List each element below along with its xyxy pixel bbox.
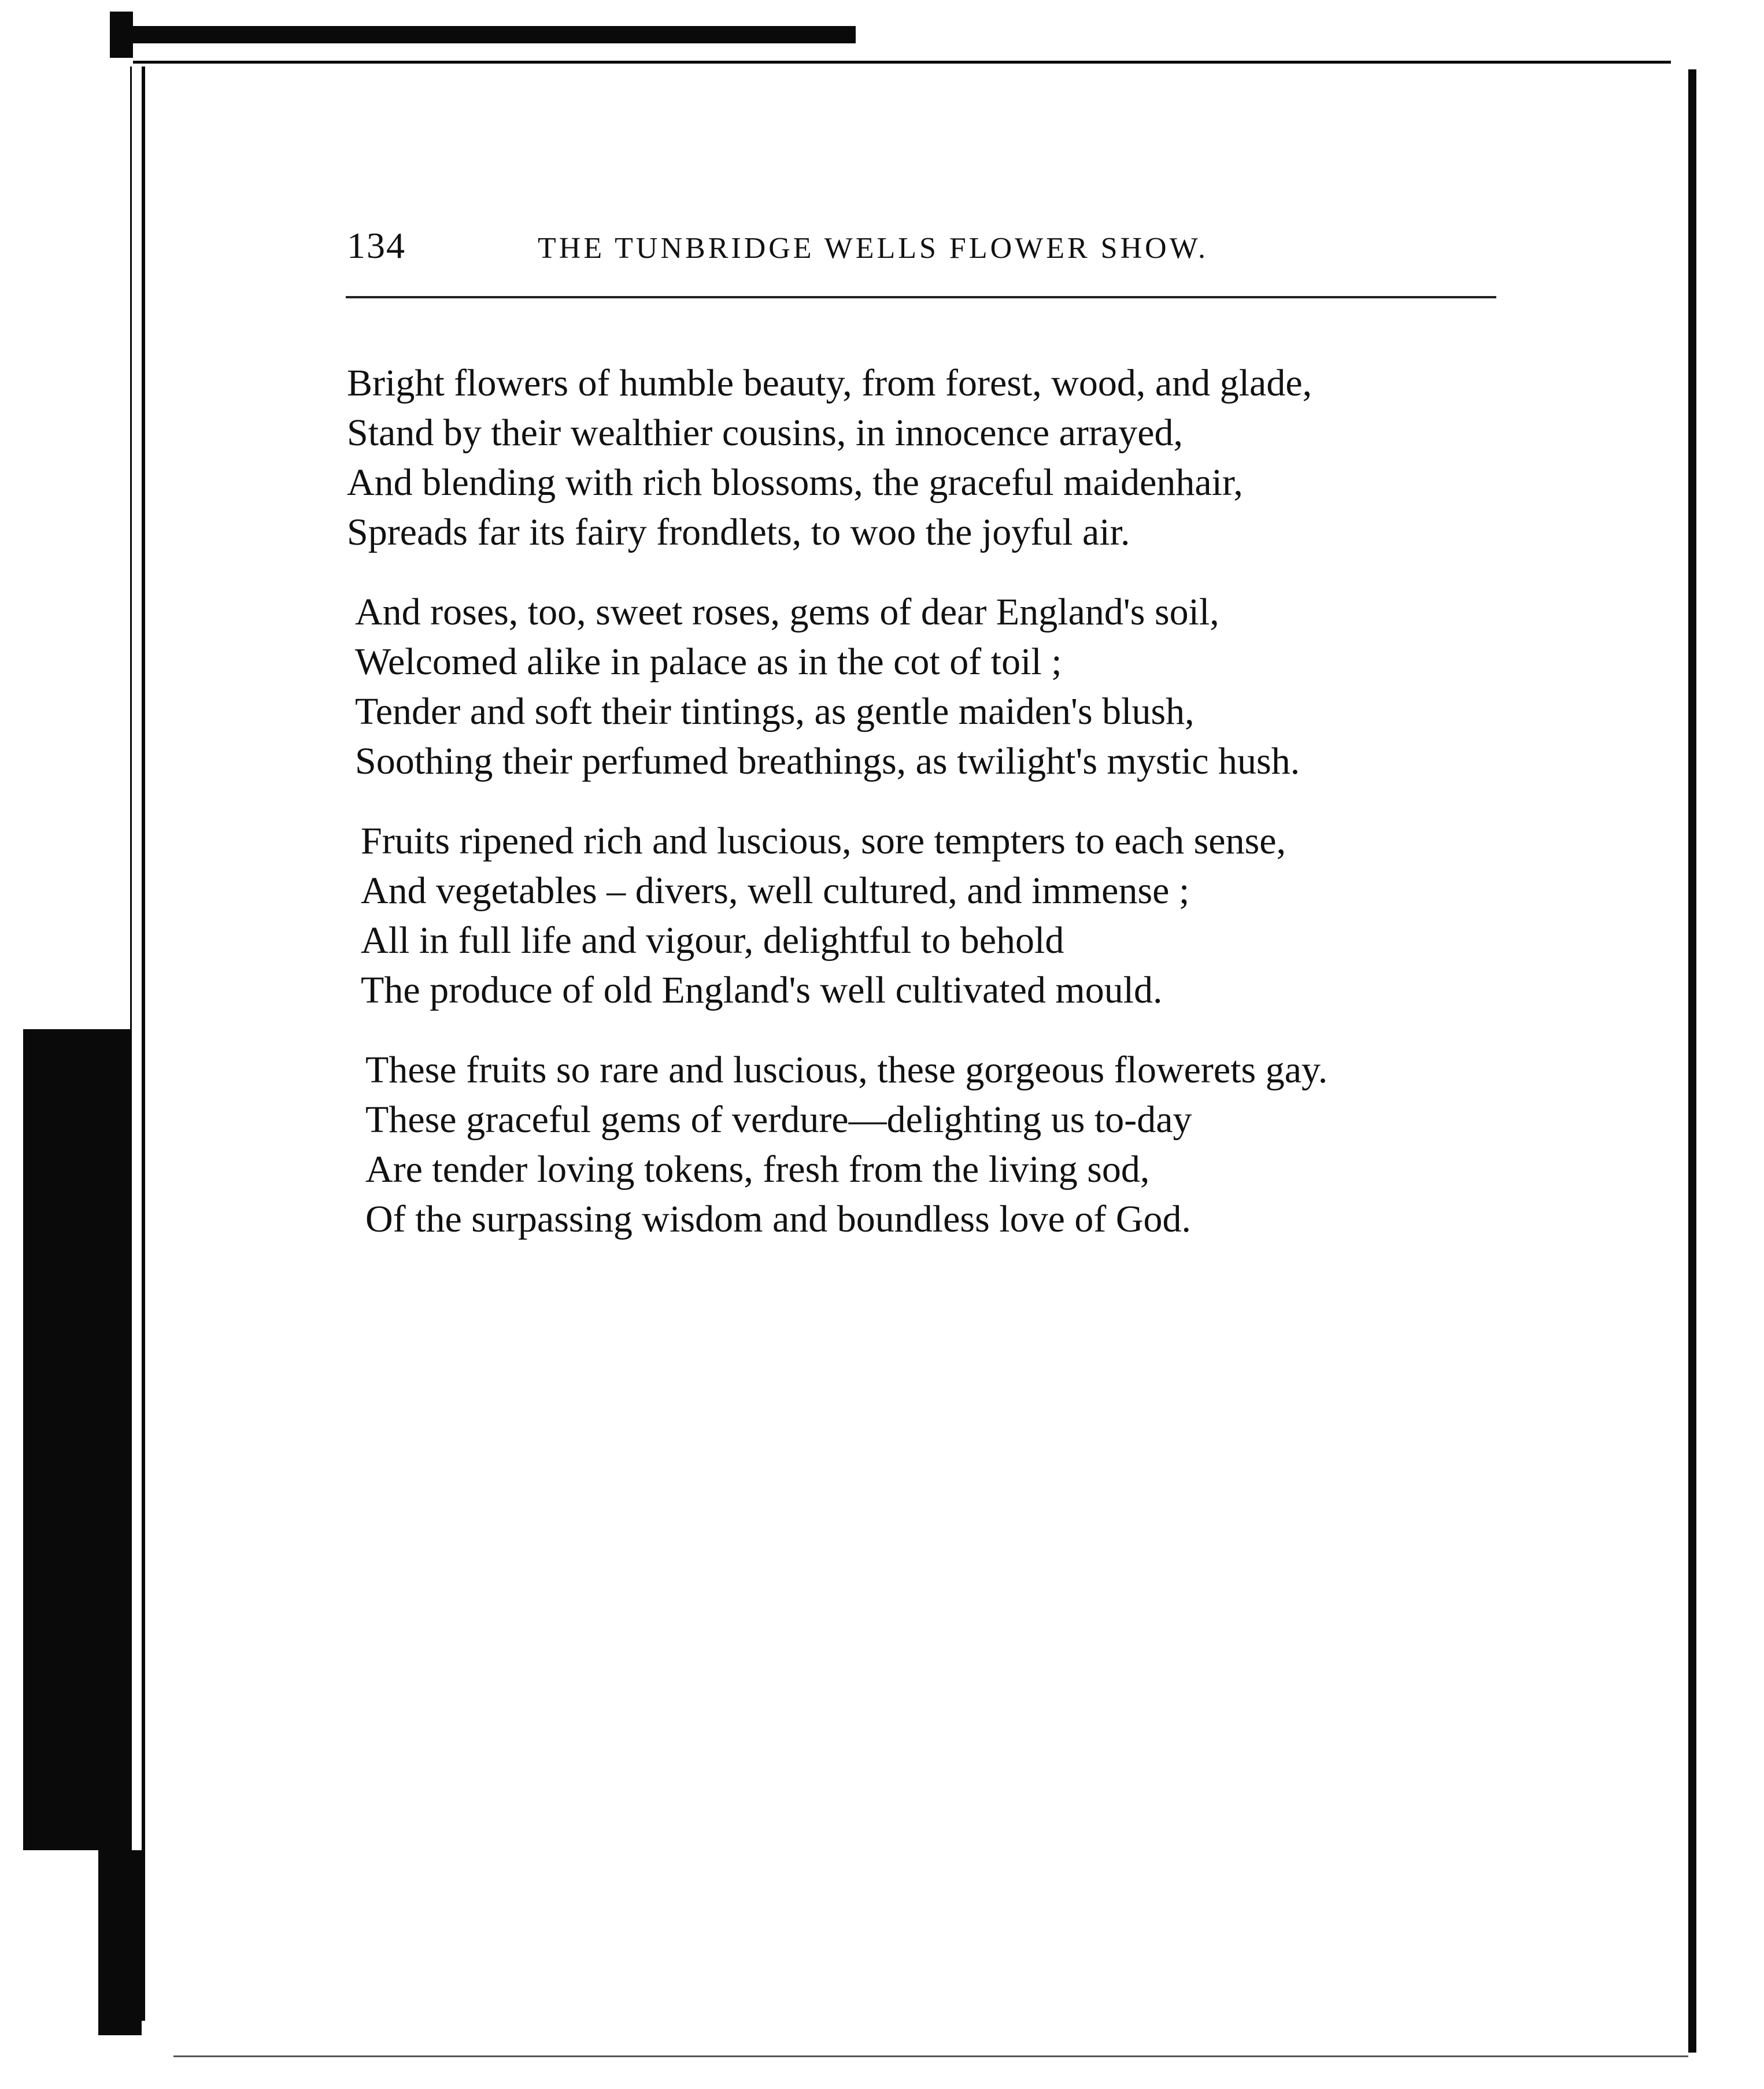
running-head: THE TUNBRIDGE WELLS FLOWER SHOW. — [538, 232, 1209, 265]
poem-line: Tender and soft their tintings, as gentle maiden's blush, — [355, 690, 1195, 733]
poem-line: And roses, too, sweet roses, gems of dear England's soil, — [355, 591, 1219, 633]
poem-line: Welcomed alike in palace as in the cot of toil ; — [355, 641, 1062, 683]
scan-left-shadow-block — [23, 1029, 130, 1850]
poem-line: Spreads far its fairy frondlets, to woo the joyful air. — [347, 511, 1130, 553]
poem-line: Bright flowers of humble beauty, from forest, wood, and glade, — [347, 362, 1312, 404]
stanza — [347, 358, 1590, 557]
poem-line: All in full life and vigour, delightful to behold — [361, 919, 1064, 962]
stanza — [347, 587, 1590, 786]
poem-line: These graceful gems of verdure—delighting us to-day — [365, 1099, 1192, 1141]
poem-line: The produce of old England's well cultivated mould. — [361, 969, 1163, 1011]
poem-line: Stand by their wealthier cousins, in innocence arrayed, — [347, 412, 1184, 454]
poem-line: And blending with rich blossoms, the graceful maidenhair, — [347, 461, 1243, 504]
stanza — [347, 816, 1590, 1015]
poem — [347, 358, 1590, 1274]
stanza — [347, 1045, 1590, 1244]
scan-top-rule — [133, 61, 1671, 64]
poem-line: Of the surpassing wisdom and boundless love of God. — [365, 1198, 1192, 1240]
page-number: 134 — [347, 225, 406, 266]
scan-top-bar — [133, 26, 856, 43]
scan-left-shadow-block — [98, 1850, 142, 2035]
page-header — [347, 224, 1503, 271]
poem-line: And vegetables – divers, well cultured, and immense ; — [361, 870, 1190, 912]
poem-line: Soothing their perfumed breathings, as twilight's mystic hush. — [355, 740, 1300, 782]
header-rule — [346, 296, 1496, 298]
scan-right-spine — [1688, 69, 1696, 2053]
poem-line: Are tender loving tokens, fresh from the living sod, — [365, 1148, 1150, 1190]
poem-line: These fruits so rare and luscious, these gorgeous flowerets gay. — [365, 1049, 1328, 1091]
scan-edge-mark — [110, 12, 133, 58]
scan-left-margin-line — [142, 66, 145, 2021]
scan-bottom-edge — [173, 2055, 1688, 2057]
poem-line: Fruits ripened rich and luscious, sore tempters to each sense, — [361, 820, 1286, 862]
scan-left-margin-line — [130, 66, 132, 2021]
